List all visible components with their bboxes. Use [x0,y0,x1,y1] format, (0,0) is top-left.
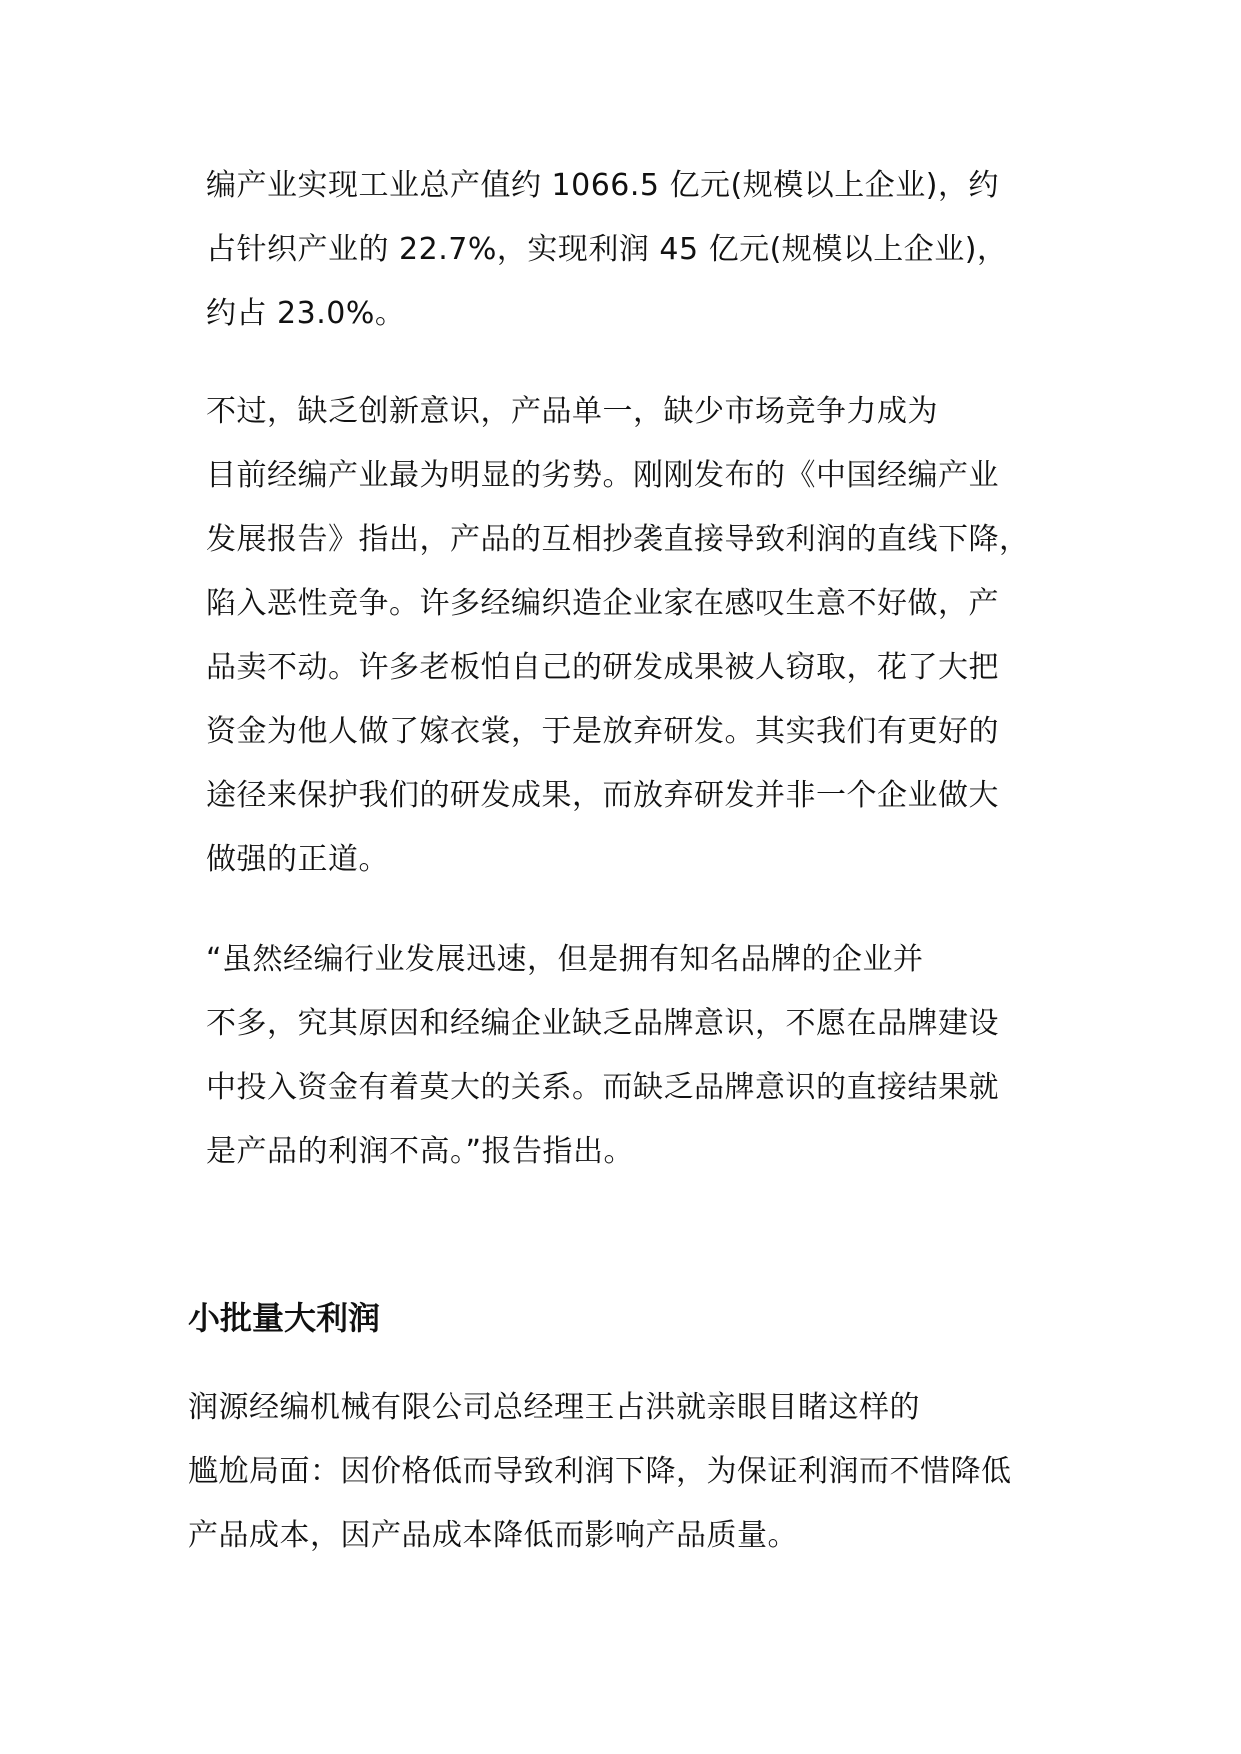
text-line: 不过，缺乏创新意识，产品单一，缺少市场竞争力成为 [206,394,938,429]
text-line: 陷入恶性竞争。许多经编织造企业家在感叹生意不好做，产 [206,586,999,621]
text-line: 做强的正道。 [206,842,389,877]
text-line: 发展报告》指出，产品的互相抄袭直接导致利润的直线下降， [206,522,1030,557]
text-line: 资金为他人做了嫁衣裳，于是放弃研发。其实我们有更好的 [206,714,999,749]
text-line: “虽然经编行业发展迅速，但是拥有知名品牌的企业并 [206,942,924,977]
paragraph-output-value [206,154,1008,346]
paragraph-innovation-weakness [206,380,1030,892]
paragraph-brand-quote [206,928,999,1184]
text-line: 产品成本，因产品成本降低而影响产品质量。 [188,1518,798,1553]
paragraph-closing [188,1376,1012,1568]
text-line: 约占 23.0%。 [206,296,406,331]
text-line: 品卖不动。许多老板怕自己的研发成果被人窃取，花了大把 [206,650,999,685]
text-line: 是产品的利润不高。”报告指出。 [206,1134,635,1169]
text-line: 润源经编机械有限公司总经理王占洪就亲眼目睹这样的 [188,1390,920,1425]
section-heading: 小批量大利润 [188,1299,381,1337]
text-line: 不多，究其原因和经编企业缺乏品牌意识，不愿在品牌建设 [206,1006,999,1041]
text-line: 占针织产业的 22.7%，实现利润 45 亿元(规模以上企业)， [206,232,1008,267]
text-line: 目前经编产业最为明显的劣势。刚刚发布的《中国经编产业 [206,458,999,493]
text-line: 途径来保护我们的研发成果，而放弃研发并非一个企业做大 [206,778,999,813]
text-line: 编产业实现工业总产值约 1066.5 亿元(规模以上企业)，约 [206,168,999,203]
text-line: 中投入资金有着莫大的关系。而缺乏品牌意识的直接结果就 [206,1070,999,1105]
text-line: 尴尬局面：因价格低而导致利润下降，为保证利润而不惜降低 [188,1454,1012,1489]
